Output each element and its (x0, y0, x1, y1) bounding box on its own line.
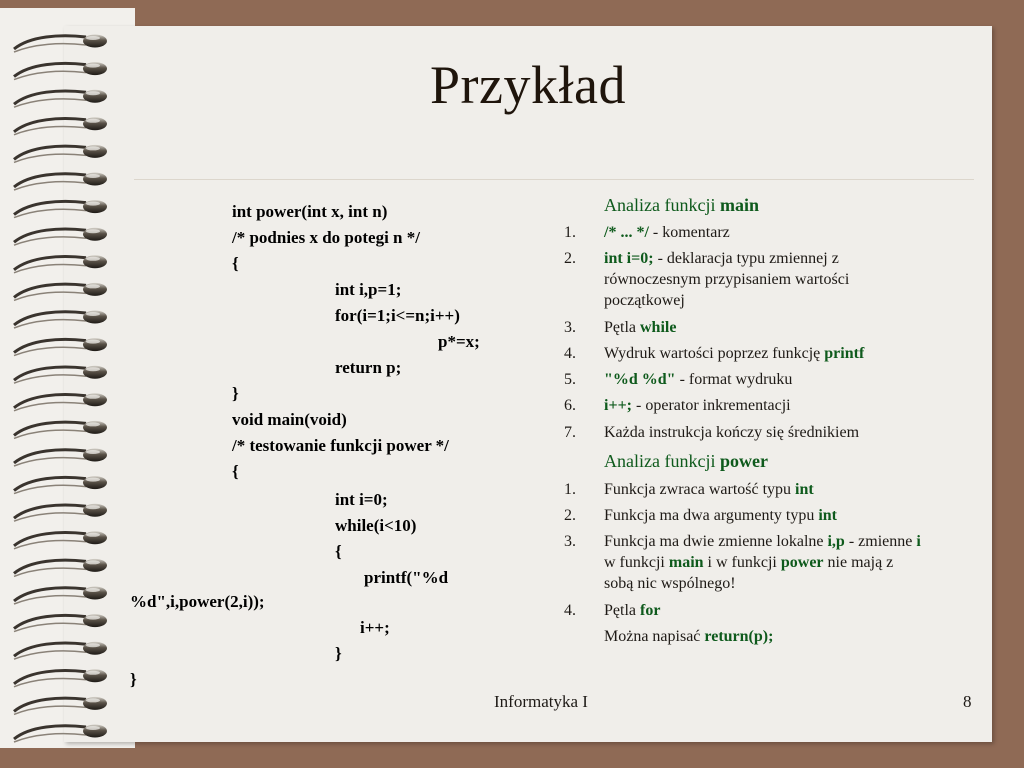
list-item: Wydruk wartości poprzez funkcję printf (604, 345, 865, 362)
binding-ring (14, 90, 107, 108)
binding-ring (14, 366, 107, 384)
binding-ring (14, 725, 107, 743)
code-line: } (335, 644, 342, 663)
binding-ring (14, 283, 107, 301)
title-divider (134, 179, 974, 180)
binding-ring (14, 145, 107, 163)
binding-ring (14, 449, 107, 467)
list-number: 5. (564, 371, 576, 388)
list-number: 2. (564, 250, 576, 267)
list-number: 7. (564, 424, 576, 441)
code-line: { (335, 542, 342, 561)
list-number: 4. (564, 345, 576, 362)
code-line: int power(int x, int n) (232, 202, 388, 221)
analysis-main-heading: Analiza funkcji main (604, 195, 759, 215)
list-item: "%d %d" - format wydruku (604, 371, 793, 388)
binding-ring (14, 393, 107, 411)
code-line: printf("%d (364, 568, 449, 587)
list-item: /* ... */ - komentarz (604, 224, 730, 241)
page-number: 8 (963, 692, 972, 711)
code-line: p*=x; (438, 332, 480, 351)
code-line: int i=0; (335, 490, 388, 509)
binding-ring (14, 173, 107, 191)
binding-ring (14, 669, 107, 687)
code-line: void main(void) (232, 410, 347, 429)
binding-ring (14, 642, 107, 660)
code-line: return p; (335, 358, 402, 377)
code-line: } (130, 670, 137, 689)
code-line: } (232, 384, 239, 403)
binding-ring (14, 255, 107, 273)
code-line: int i,p=1; (335, 280, 402, 299)
binding-ring (14, 311, 107, 329)
list-item: Pętla for (604, 602, 661, 619)
code-line: { (232, 462, 239, 481)
binding-ring (14, 228, 107, 246)
list-number: 3. (564, 533, 576, 550)
code-line: /* podnies x do potegi n */ (232, 228, 420, 247)
binding-ring (14, 62, 107, 80)
code-line: /* testowanie funkcji power */ (232, 436, 449, 455)
list-number: 2. (564, 507, 576, 524)
code-line: { (232, 254, 239, 273)
list-number: 3. (564, 319, 576, 336)
spiral-binding-icon (0, 0, 120, 768)
binding-ring (14, 697, 107, 715)
code-line: i++; (360, 618, 390, 637)
list-item: Funkcja ma dwie zmienne lokalne i,p - zmienne i w funkcji main i w funkcji power nie mają z sobą nic wspólnego! (604, 533, 921, 592)
list-number: 1. (564, 224, 576, 241)
binding-ring (14, 476, 107, 494)
binding-ring (14, 504, 107, 522)
binding-ring (14, 117, 107, 135)
footer-course: Informatyka I (494, 692, 588, 711)
code-line: for(i=1;i<=n;i++) (335, 306, 460, 325)
slide-title: Przykład (430, 55, 626, 115)
list-number: 4. (564, 602, 576, 619)
binding-ring (14, 338, 107, 356)
list-item: Funkcja zwraca wartość typu int (604, 481, 814, 498)
binding-ring (14, 200, 107, 218)
binding-ring (14, 421, 107, 439)
return-note: Można napisać return(p); (604, 628, 774, 645)
binding-ring (14, 531, 107, 549)
list-item: Każda instrukcja kończy się średnikiem (604, 424, 860, 441)
list-number: 6. (564, 397, 576, 414)
binding-ring (14, 35, 107, 53)
slide-page (64, 26, 992, 742)
analysis-power-heading: Analiza funkcji power (604, 451, 768, 471)
list-number: 1. (564, 481, 576, 498)
code-line: %d",i,power(2,i)); (130, 592, 265, 611)
binding-ring (14, 587, 107, 605)
binding-ring (14, 559, 107, 577)
binding-ring (14, 614, 107, 632)
list-item: Pętla while (604, 319, 677, 336)
code-line: while(i<10) (335, 516, 417, 535)
list-item: Funkcja ma dwa argumenty typu int (604, 507, 837, 524)
list-item: int i=0; - deklaracja typu zmiennej z równoczesnym przypisaniem wartości początkowej (604, 250, 850, 309)
list-item: i++; - operator inkrementacji (604, 397, 791, 414)
